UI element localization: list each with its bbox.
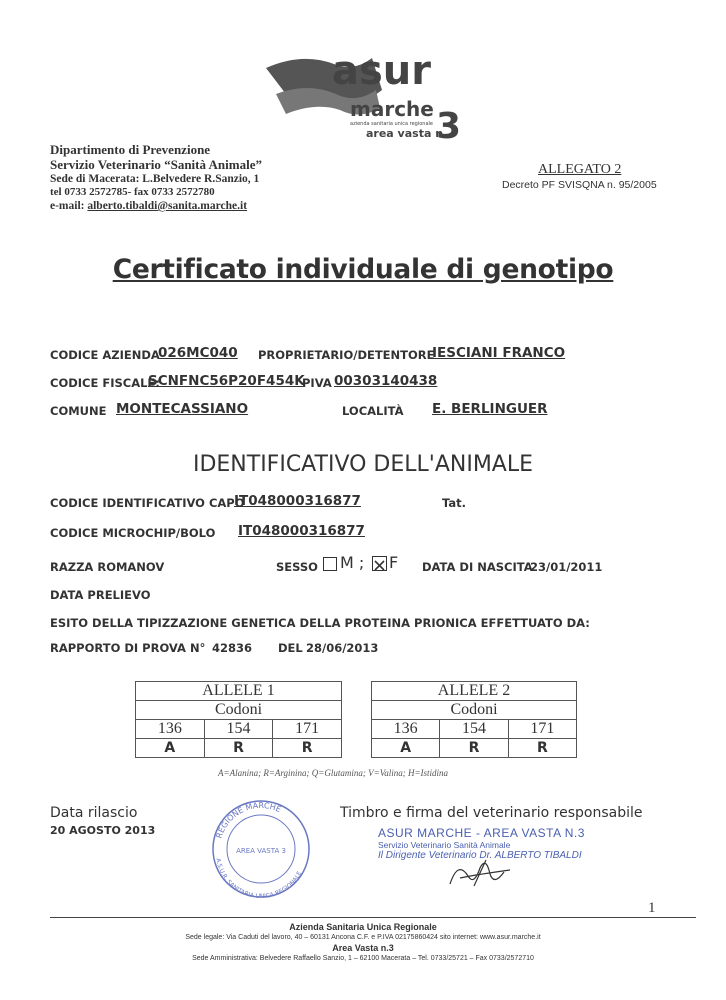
- codice-fiscale-label: CODICE FISCALE:: [50, 376, 160, 390]
- footer-divider: [50, 917, 696, 918]
- codoni-header: Codoni: [372, 701, 577, 720]
- sesso-label: SESSO: [276, 560, 318, 574]
- microchip-label: CODICE MICROCHIP/BOLO: [50, 526, 216, 540]
- service-name: Servizio Veterinario “Sanità Animale”: [50, 157, 262, 172]
- email-link[interactable]: alberto.tibaldi@sanita.marche.it: [87, 200, 248, 212]
- proprietario-value: IESCIANI FRANCO: [432, 345, 566, 361]
- document-title: Certificato individuale di genotipo: [112, 254, 614, 285]
- footer: [0, 922, 726, 964]
- rapporto-value: 42836: [212, 641, 253, 655]
- capo-label: CODICE IDENTIFICATIVO CAPO: [50, 496, 245, 510]
- allele-title: ALLELE 2: [372, 682, 577, 701]
- esito-label: ESITO DELLA TIPIZZAZIONE GENETICA DELLA PROTEINA PRIONICA EFFETTUATO DA:: [50, 616, 590, 630]
- capo-value: IT048000316877: [234, 493, 361, 509]
- sesso-m-checkbox[interactable]: [323, 557, 337, 571]
- check-cross-icon: [373, 559, 386, 571]
- department-name: Dipartimento di Prevenzione: [50, 142, 211, 157]
- codice-fiscale-value: SCNFNC56P20F454K: [148, 373, 305, 389]
- comune-label: COMUNE: [50, 404, 107, 418]
- decreto-reference: Decreto PF SVISQNA n. 95/2005: [502, 179, 657, 191]
- residue-cell: R: [273, 739, 342, 758]
- del-value: 28/06/2013: [306, 641, 379, 655]
- footer-area: Area Vasta n.3: [332, 943, 394, 953]
- razza-value: RAZZA ROMANOV: [50, 560, 165, 574]
- codon-cell: 171: [273, 720, 342, 739]
- sesso-f-checkbox-checked[interactable]: [372, 556, 387, 571]
- asur-marche-logo: [262, 50, 462, 146]
- localita-value: E. BERLINGUER: [432, 401, 548, 417]
- codon-cell: 136: [136, 720, 205, 739]
- logo-brand-text: asur: [332, 50, 432, 94]
- piva-value: 00303140438: [334, 373, 438, 389]
- comune-value: MONTECASSIANO: [116, 401, 249, 417]
- piva-label: PIVA: [302, 376, 332, 390]
- vet-stamp-line2: Servizio Veterinario Sanità Animale: [378, 840, 511, 850]
- phone-fax: tel 0733 2572785- fax 0733 2572780: [50, 186, 215, 198]
- vet-stamp-line1: ASUR MARCHE - AREA VASTA N.3: [378, 826, 585, 840]
- codon-cell: 171: [508, 720, 576, 739]
- logo-subtitle-text: azienda sanitaria unica regionale: [350, 121, 433, 127]
- vet-stamp-line3: Il Dirigente Veterinario Dr. ALBERTO TIBALDI: [378, 850, 582, 861]
- office-address: Sede di Macerata: L.Belvedere R.Sanzio, 1: [50, 173, 260, 185]
- prelievo-label: DATA PRELIEVO: [50, 588, 151, 602]
- email-line: [50, 199, 340, 213]
- rilascio-label: Data rilascio: [50, 805, 138, 821]
- sesso-f-label: F: [389, 553, 399, 572]
- stamp-top-text: REGIONE MARCHE: [214, 800, 283, 840]
- proprietario-label: PROPRIETARIO/DETENTORE: [258, 348, 435, 362]
- department-header: [50, 142, 340, 213]
- codice-azienda-value: 026MC040: [158, 345, 238, 361]
- handwritten-signature: [430, 850, 530, 890]
- codon-cell: 154: [204, 720, 273, 739]
- allele-1-table: [135, 681, 342, 758]
- residue-cell: A: [136, 739, 205, 758]
- sesso-m-label: M ;: [340, 553, 365, 572]
- residue-cell: R: [204, 739, 273, 758]
- logo-area-text: area vasta n.: [366, 127, 448, 140]
- logo-region-text: marche: [350, 97, 434, 121]
- footer-admin-address: Sede Amministrativa: Belvedere Raffaello Sanzio, 1 – 62100 Macerata – Tel. 0733/25721 – Fax 0733/2572710: [192, 955, 534, 962]
- round-official-stamp: [200, 797, 322, 901]
- footer-legal-address: Sede legale: Via Caduti del lavoro, 40 – 60131 Ancona C.F. e P.IVA 02175860424 sito internet: www.asur.marche.it: [185, 934, 541, 941]
- nascita-label: DATA DI NASCITA: [422, 560, 533, 574]
- allele-2-table: [371, 681, 577, 758]
- footer-org-name: Azienda Sanitaria Unica Regionale: [289, 922, 437, 932]
- residue-cell: A: [372, 739, 440, 758]
- email-label: e-mail:: [50, 200, 88, 212]
- rilascio-date: 20 AGOSTO 2013: [50, 824, 156, 837]
- stamp-bottom-text: A.S.U.R. SANITARIA UNICA REGIONALE: [214, 857, 304, 901]
- residue-cell: R: [440, 739, 508, 758]
- codon-cell: 136: [372, 720, 440, 739]
- tat-label: Tat.: [442, 496, 466, 510]
- allele-title: ALLELE 1: [136, 682, 342, 701]
- codon-cell: 154: [440, 720, 508, 739]
- timbro-label: Timbro e firma del veterinario responsabile: [340, 805, 643, 821]
- allegato-label: ALLEGATO 2: [538, 162, 622, 177]
- residue-cell: R: [508, 739, 576, 758]
- microchip-value: IT048000316877: [238, 523, 365, 539]
- codice-azienda-label: CODICE AZIENDA: [50, 348, 160, 362]
- logo-number-text: 3: [436, 106, 462, 146]
- localita-label: LOCALITÀ: [342, 404, 404, 418]
- stamp-center-text: AREA VASTA 3: [236, 847, 286, 855]
- rapporto-label: RAPPORTO DI PROVA N°: [50, 641, 206, 655]
- page-number: 1: [648, 900, 656, 916]
- codoni-header: Codoni: [136, 701, 342, 720]
- nascita-value: 23/01/2011: [530, 560, 603, 574]
- animal-section-heading: IDENTIFICATIVO DELL'ANIMALE: [192, 452, 534, 477]
- amino-acid-legend: A=Alanina; R=Arginina; Q=Glutamina; V=Valina; H=Istidina: [218, 768, 449, 778]
- del-label: DEL: [278, 641, 303, 655]
